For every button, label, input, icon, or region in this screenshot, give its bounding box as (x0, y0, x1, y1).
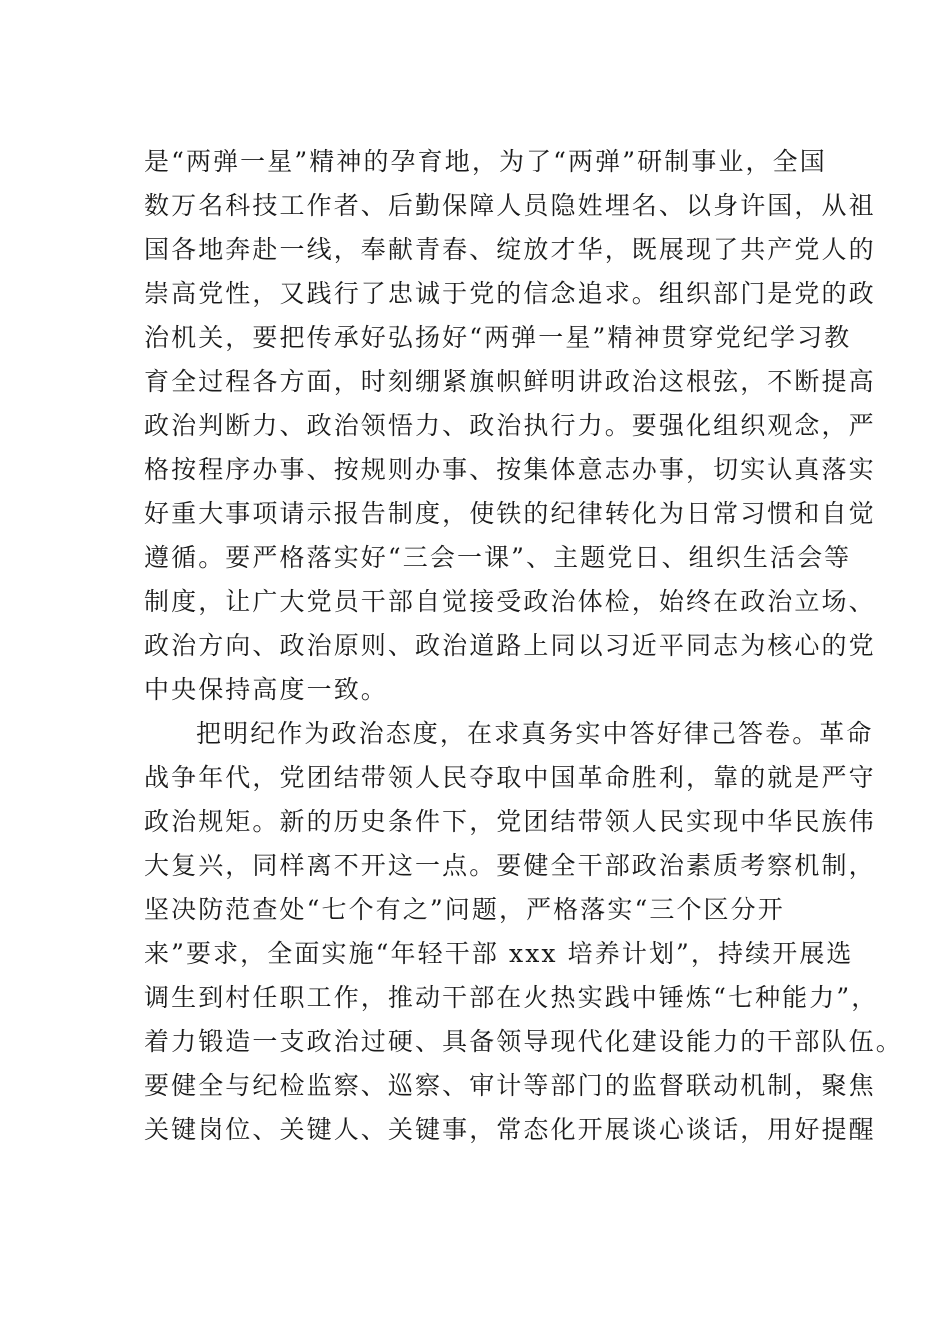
text-line: 来”要求，全面实施“年轻干部 xxx 培养计划”，持续开展选 (144, 939, 854, 968)
text-line: 政治判断力、政治领悟力、政治执行力。要强化组织观念，严 (144, 411, 876, 440)
text-line: 着力锻造一支政治过硬、具备领导现代化建设能力的干部队伍。 (144, 1027, 903, 1056)
text-line: 关键岗位、关键人、关键事，常态化开展谈心谈话，用好提醒 (144, 1115, 876, 1144)
text-line: 制度，让广大党员干部自觉接受政治体检，始终在政治立场、 (144, 587, 876, 616)
text-line: 中央保持高度一致。 (144, 675, 388, 704)
paragraph-2 (144, 712, 903, 1152)
text-line: 把明纪作为政治态度，在求真务实中答好律己答卷。革命 (196, 719, 874, 748)
document-body (144, 140, 903, 1152)
text-line: 治机关，要把传承好弘扬好“两弹一星”精神贯穿党纪学习教 (144, 323, 852, 352)
text-line: 战争年代，党团结带领人民夺取中国革命胜利，靠的就是严守 (144, 763, 876, 792)
text-line: 育全过程各方面，时刻绷紧旗帜鲜明讲政治这根弦，不断提高 (144, 367, 876, 396)
text-line: 政治规矩。新的历史条件下，党团结带领人民实现中华民族伟 (144, 807, 876, 836)
text-line: 遵循。要严格落实好“三会一课”、主题党日、组织生活会等 (144, 543, 852, 572)
text-line: 崇高党性，又践行了忠诚于党的信念追求。组织部门是党的政 (144, 279, 876, 308)
text-line: 政治方向、政治原则、政治道路上同以习近平同志为核心的党 (144, 631, 876, 660)
text-line: 大复兴，同样离不开这一点。要健全干部政治素质考察机制， (144, 851, 876, 880)
text-line: 格按程序办事、按规则办事、按集体意志办事，切实认真落实 (144, 455, 876, 484)
text-line: 要健全与纪检监察、巡察、审计等部门的监督联动机制，聚焦 (144, 1071, 876, 1100)
text-line: 国各地奔赴一线，奉献青春、绽放才华，既展现了共产党人的 (144, 235, 876, 264)
text-line: 坚决防范查处“七个有之”问题，严格落实“三个区分开 (144, 895, 785, 924)
text-line: 调生到村任职工作，推动干部在火热实践中锤炼“七种能力”， (144, 983, 879, 1012)
text-line: 好重大事项请示报告制度，使铁的纪律转化为日常习惯和自觉 (144, 499, 876, 528)
paragraph-1 (144, 140, 876, 712)
text-line: 是“两弹一星”精神的孕育地，为了“两弹”研制事业，全国 (144, 147, 827, 176)
text-line: 数万名科技工作者、后勤保障人员隐姓埋名、以身许国，从祖 (144, 191, 876, 220)
